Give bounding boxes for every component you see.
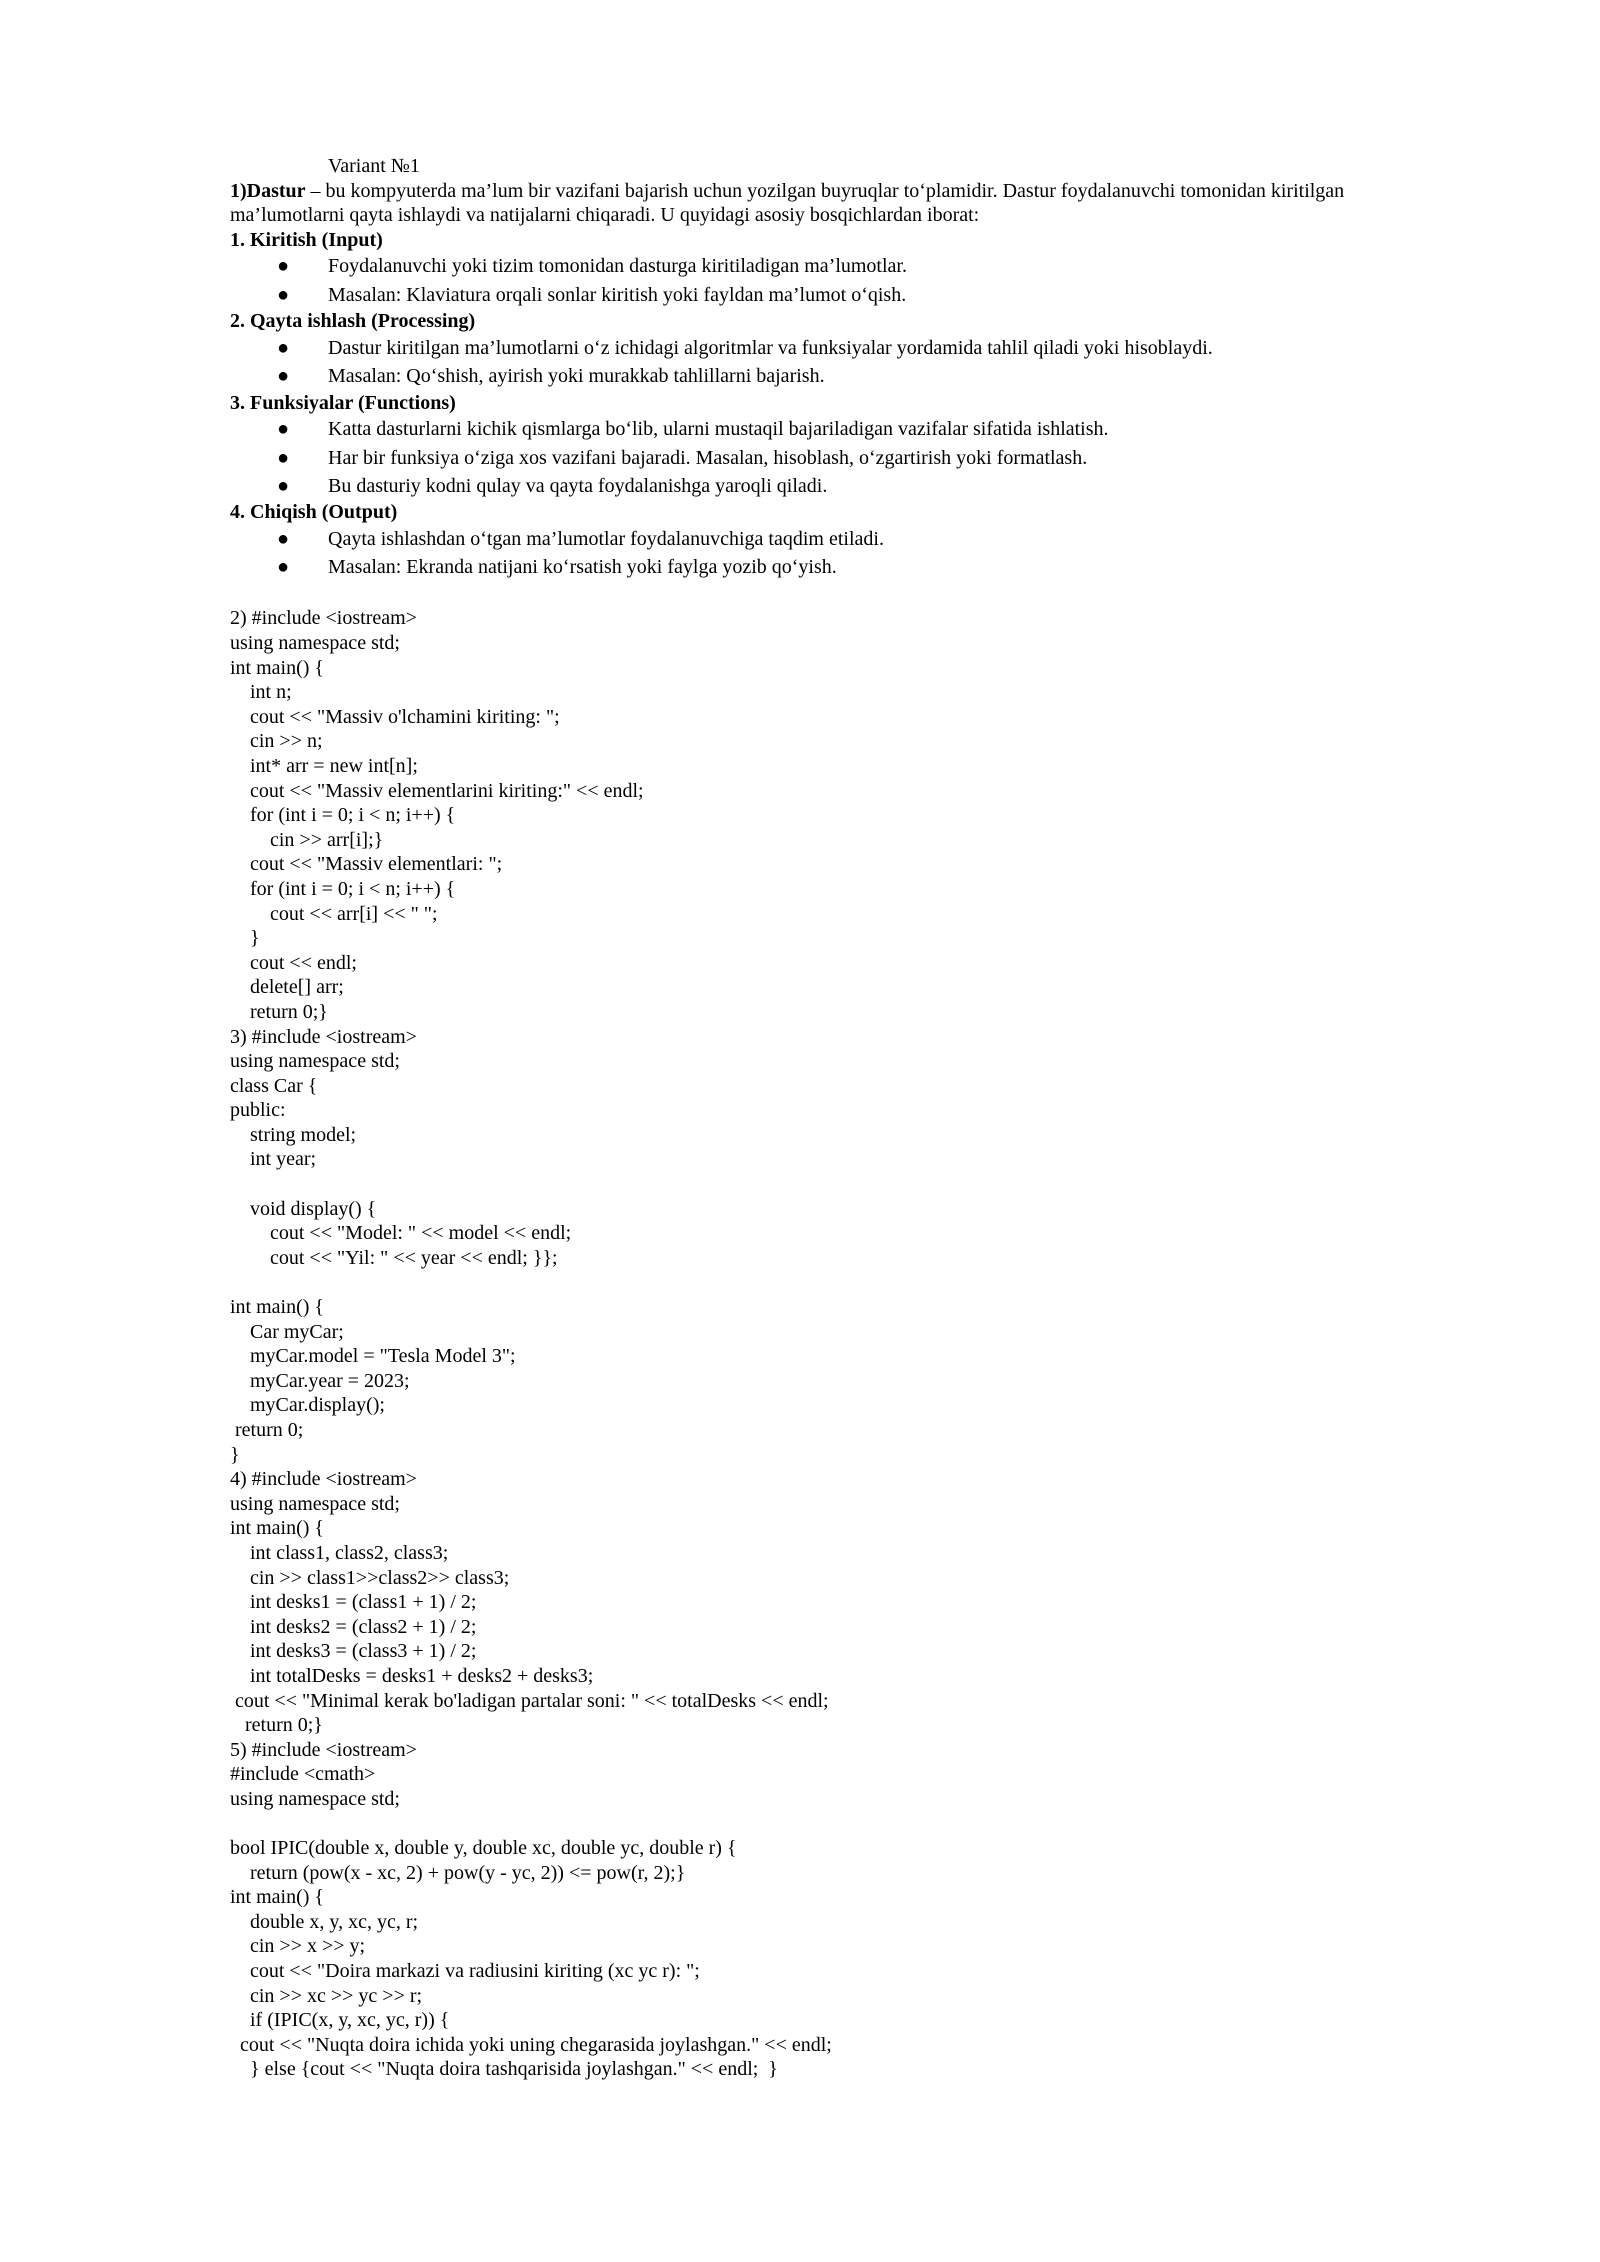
list-item: ● Masalan: Qo‘shish, ayirish yoki murakkab tahlillarni bajarish. — [230, 362, 1450, 390]
code-line: using namespace std; — [230, 1492, 400, 1515]
code-line: int main() { — [230, 1517, 325, 1540]
bullet-icon: ● — [277, 336, 290, 359]
bullet-icon: ● — [277, 528, 290, 550]
list-item: ● Qayta ishlashdan o‘tgan ma’lumotlar foydalanuvchiga taqdim etiladi. — [230, 525, 1450, 553]
intro-term: 1)Dastur — [230, 179, 306, 202]
code-line: int n; — [230, 681, 292, 704]
code-line: int class1, class2, class3; — [230, 1541, 449, 1564]
code-line: cout << endl; — [230, 951, 357, 974]
code-line: myCar.model = "Tesla Model 3"; — [230, 1345, 516, 1368]
code-line: using namespace std; — [230, 1050, 400, 1073]
code-line: int desks3 = (class3 + 1) / 2; — [230, 1640, 477, 1663]
code-line: cout << "Massiv elementlarini kiriting:" << endl; — [230, 779, 644, 802]
code-line: if (IPIC(x, y, xc, yc, r)) { — [230, 2009, 450, 2032]
intro-definition: – bu kompyuterda ma’lum bir vazifani bajarish uchun yozilgan buyruqlar to‘plamidir. Dastur foydalanuvchi tomonidan kiritilgan ma’lumotlarni qayta ishlaydi va natijalarni chiqaradi. U quyidagi asosiy bosqichlardan iborat: — [230, 179, 1345, 227]
code-listing — [230, 582, 1450, 2082]
code-line: cin >> xc >> yc >> r; — [230, 1984, 423, 2007]
code-line: cout << "Doira markazi va radiusini kiriting (xc yc r): "; — [230, 1960, 700, 1983]
code-line: return 0; — [230, 1419, 304, 1441]
stage-heading: 2. Qayta ishlash (Processing) — [230, 310, 476, 333]
code-line: for (int i = 0; i < n; i++) { — [230, 877, 456, 900]
code-line: cin >> class1>>class2>> class3; — [230, 1566, 510, 1589]
stage-heading: 3. Funksiyalar (Functions) — [230, 391, 456, 414]
bullet-icon: ● — [277, 283, 290, 306]
code-line: public: — [230, 1099, 286, 1122]
bullet-icon: ● — [277, 418, 290, 441]
code-line: cout << "Nuqta doira ichida yoki uning chegarasida joylashgan." << endl; — [230, 2033, 832, 2056]
list-item: ● Katta dasturlarni kichik qismlarga bo‘lib, ularni mustaqil bajariladigan vazifalar sifatida ishlatish. — [230, 415, 1450, 443]
code-line: Car myCar; — [230, 1320, 344, 1343]
code-line: #include <cmath> — [230, 1763, 376, 1786]
code-line: for (int i = 0; i < n; i++) { — [230, 804, 456, 827]
code-line: } — [230, 927, 260, 950]
code-line: 4) #include <iostream> — [230, 1468, 417, 1491]
code-line: int* arr = new int[n]; — [230, 754, 418, 777]
bullet-icon: ● — [277, 255, 290, 278]
code-line: int totalDesks = desks1 + desks2 + desks3; — [230, 1664, 594, 1687]
stage-heading: 4. Chiqish (Output) — [230, 501, 398, 524]
code-line — [230, 1172, 1450, 1197]
stage-heading: 1. Kiritish (Input) — [230, 228, 383, 251]
page-title: Variant №1 — [328, 155, 420, 177]
bullet-icon: ● — [277, 475, 290, 497]
code-line: int year; — [230, 1148, 317, 1171]
list-item: ● Har bir funksiya o‘ziga xos vazifani bajaradi. Masalan, hisoblash, o‘zgartirish yoki formatlash. — [230, 444, 1450, 472]
code-line: using namespace std; — [230, 632, 400, 654]
code-line: cout << "Massiv o'lchamini kiriting: "; — [230, 705, 560, 728]
code-line: cin >> arr[i];} — [230, 828, 384, 851]
code-line: int main() { — [230, 1886, 325, 1909]
code-line: return (pow(x - xc, 2) + pow(y - yc, 2)) <= pow(r, 2);} — [230, 1861, 686, 1884]
code-line: cout << "Yil: " << year << endl; }}; — [230, 1246, 558, 1269]
code-line: cout << "Minimal kerak bo'ladigan partalar soni: " << totalDesks << endl; — [230, 1689, 829, 1712]
code-line: } else {cout << "Nuqta doira tashqarisida joylashgan." << endl; } — [230, 2058, 778, 2081]
code-line — [230, 1812, 1450, 1837]
code-line: using namespace std; — [230, 1787, 400, 1810]
list-item: ● Bu dasturiy kodni qulay va qayta foydalanishga yaroqli qiladi. — [230, 472, 1450, 500]
code-line: cout << arr[i] << " "; — [230, 902, 438, 925]
code-line: cin >> n; — [230, 730, 323, 753]
code-line — [230, 582, 1450, 607]
code-line: 3) #include <iostream> — [230, 1025, 417, 1048]
code-line — [230, 1270, 1450, 1295]
document-page — [230, 154, 1450, 2082]
bullet-icon: ● — [277, 556, 290, 579]
list-item: ● Masalan: Ekranda natijani ko‘rsatish yoki faylga yozib qo‘yish. — [230, 553, 1450, 581]
code-line: int desks1 = (class1 + 1) / 2; — [230, 1591, 477, 1614]
code-line: delete[] arr; — [230, 976, 344, 999]
code-line: cout << "Massiv elementlari: "; — [230, 853, 503, 876]
code-line: cout << "Model: " << model << endl; — [230, 1222, 572, 1245]
stage-list — [230, 228, 1450, 582]
code-line: 2) #include <iostream> — [230, 607, 417, 630]
code-line: cin >> x >> y; — [230, 1935, 366, 1958]
code-line: string model; — [230, 1123, 357, 1146]
code-line: bool IPIC(double x, double y, double xc, double yc, double r) { — [230, 1837, 737, 1860]
list-item: ● Dastur kiritilgan ma’lumotlarni o‘z ichidagi algoritmlar va funksiyalar yordamida tahlil qiladi yoki hisoblaydi. — [230, 334, 1450, 362]
code-line: myCar.display(); — [230, 1394, 385, 1417]
code-line: return 0;} — [230, 1000, 328, 1023]
code-line: 5) #include <iostream> — [230, 1738, 417, 1761]
bullet-icon: ● — [277, 365, 290, 388]
code-line: int main() { — [230, 1296, 325, 1319]
code-line: return 0;} — [230, 1714, 323, 1737]
code-line: class Car { — [230, 1074, 318, 1097]
intro-paragraph — [230, 179, 1450, 228]
code-line: int desks2 = (class2 + 1) / 2; — [230, 1615, 477, 1638]
code-line: } — [230, 1443, 240, 1466]
bullet-icon: ● — [277, 446, 290, 469]
code-line: int main() { — [230, 656, 325, 679]
code-line: myCar.year = 2023; — [230, 1369, 410, 1392]
code-line: void display() { — [230, 1197, 377, 1220]
list-item: ● Masalan: Klaviatura orqali sonlar kiritish yoki fayldan ma’lumot o‘qish. — [230, 281, 1450, 309]
code-line: double x, y, xc, yc, r; — [230, 1910, 419, 1933]
list-item: ● Foydalanuvchi yoki tizim tomonidan dasturga kiritiladigan ma’lumotlar. — [230, 252, 1450, 280]
